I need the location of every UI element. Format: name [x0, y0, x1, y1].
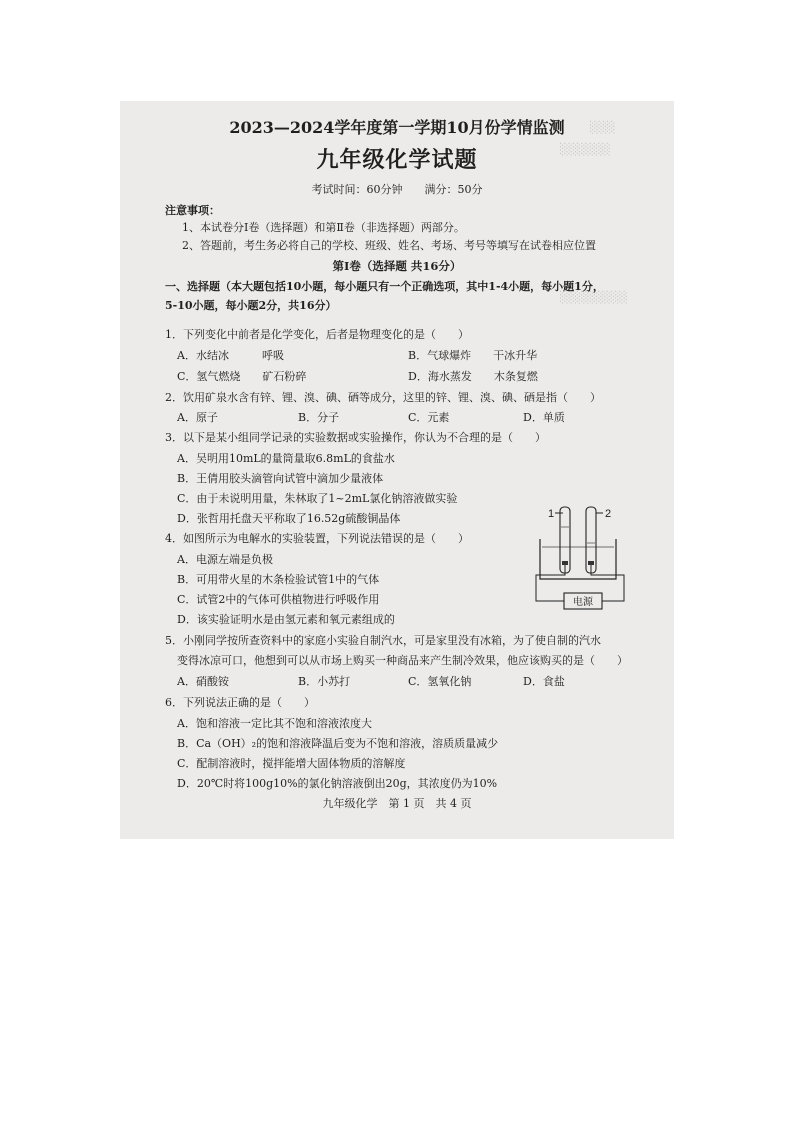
question-3-stem: 3．以下是某小组同学记录的实验数据或实验操作，你认为不合理的是（ ） — [165, 431, 546, 444]
question-2-option: D．单质 — [523, 411, 565, 424]
bleed-through-text: ░░░░░░░░ — [560, 291, 628, 304]
question-2-stem: 2．饮用矿泉水含有锌、锂、溴、碘、硒等成分，这里的锌、锂、溴、碘、硒是指（ ） — [165, 391, 601, 404]
question-5-option: B．小苏打 — [298, 675, 351, 688]
notes-heading: 注意事项： — [165, 204, 220, 217]
question-1-option: B．气球爆炸 干冰升华 — [408, 349, 538, 362]
question-2-option: B．分子 — [298, 411, 340, 424]
question-1-option: C．氢气燃烧 矿石粉碎 — [177, 370, 307, 383]
tube-1-label: 1 — [548, 508, 555, 520]
bleed-through-text: ░░░░░░ — [560, 143, 611, 156]
question-4-option: D．该实验证明水是由氢元素和氧元素组成的 — [177, 613, 395, 626]
question-5-stem: 5．小刚同学按所查资料中的家庭小实验自制汽水，可是家里没有冰箱，为了使自制的汽水 — [165, 634, 601, 647]
question-5-option: A．硝酸铵 — [177, 675, 229, 688]
tube-2-label: 2 — [605, 508, 612, 520]
question-2-option: A．原子 — [177, 411, 218, 424]
question-3-option: D．张哲用托盘天平称取了16.52g硫酸铜晶体 — [177, 512, 401, 525]
question-5-option: D．食盐 — [523, 675, 565, 688]
question-1-option: A．水结冰 呼吸 — [177, 349, 284, 362]
question-6-option: D．20℃时将100g10%的氯化钠溶液倒出20g，其浓度仍为10% — [177, 777, 498, 790]
bleed-through-text: ░░░ — [590, 121, 616, 134]
question-4-option: B．可用带火星的木条检验试管1中的气体 — [177, 573, 380, 586]
question-3-option: B．王倩用胶头滴管向试管中滴加少量液体 — [177, 472, 384, 485]
exam-page — [120, 101, 674, 839]
note-item: 1、本试卷分Ⅰ卷（选择题）和第Ⅱ卷（非选择题）两部分。 — [182, 221, 465, 234]
question-6-option: B．Ca（OH）₂的饱和溶液降温后变为不饱和溶液，溶质质量减少 — [177, 737, 499, 750]
question-4-option: C．试管2中的气体可供植物进行呼吸作用 — [177, 593, 380, 606]
beaker — [540, 539, 616, 579]
section-title: 第Ⅰ卷（选择题 共16分） — [332, 259, 462, 273]
exam-subject-title: 九年级化学试题 — [316, 147, 478, 173]
question-4-stem: 4．如图所示为电解水的实验装置，下列说法错误的是（ ） — [165, 532, 469, 545]
electrolysis-apparatus-figure — [534, 505, 644, 615]
question-1-stem: 1．下列变化中前者是化学变化，后者是物理变化的是（ ） — [165, 328, 469, 341]
question-6-stem: 6．下列说法正确的是（ ） — [165, 696, 315, 709]
power-source-label: 电源 — [573, 597, 593, 608]
question-6-option: C．配制溶液时，搅拌能增大固体物质的溶解度 — [177, 757, 406, 770]
question-1-option: D．海水蒸发 木条复燃 — [408, 370, 538, 383]
question-3-option: C．由于未说明用量，朱林取了1~2mL氯化钠溶液做实验 — [177, 492, 458, 505]
section-instruction: 5-10小题，每小题2分，共16分） — [165, 299, 337, 312]
section-instruction: 一、选择题（本大题包括10小题，每小题只有一个正确选项，其中1-4小题，每小题1分， — [165, 280, 604, 293]
question-3-option: A．吴明用10mL的量筒量取6.8mL的食盐水 — [177, 452, 395, 465]
exam-info: 考试时间：60分钟 满分：50分 — [311, 183, 483, 196]
question-2-option: C．元素 — [408, 411, 450, 424]
note-item: 2、答题前，考生务必将自己的学校、班级、姓名、考场、考号等填写在试卷相应位置 — [182, 239, 596, 252]
question-4-option: A．电源左端是负极 — [177, 553, 273, 566]
electrode-1 — [562, 561, 568, 565]
electrode-2 — [588, 561, 594, 565]
question-6-option: A．饱和溶液一定比其不饱和溶液浓度大 — [177, 717, 372, 730]
page-footer: 九年级化学 第 1 页 共 4 页 — [322, 797, 472, 810]
question-5-stem: 变得冰凉可口，他想到可以从市场上购买一种商品来产生制冷效果，他应该购买的是（ ） — [177, 654, 628, 667]
exam-title: 2023—2024学年度第一学期10月份学情监测 — [229, 118, 565, 137]
question-5-option: C．氢氧化钠 — [408, 675, 472, 688]
